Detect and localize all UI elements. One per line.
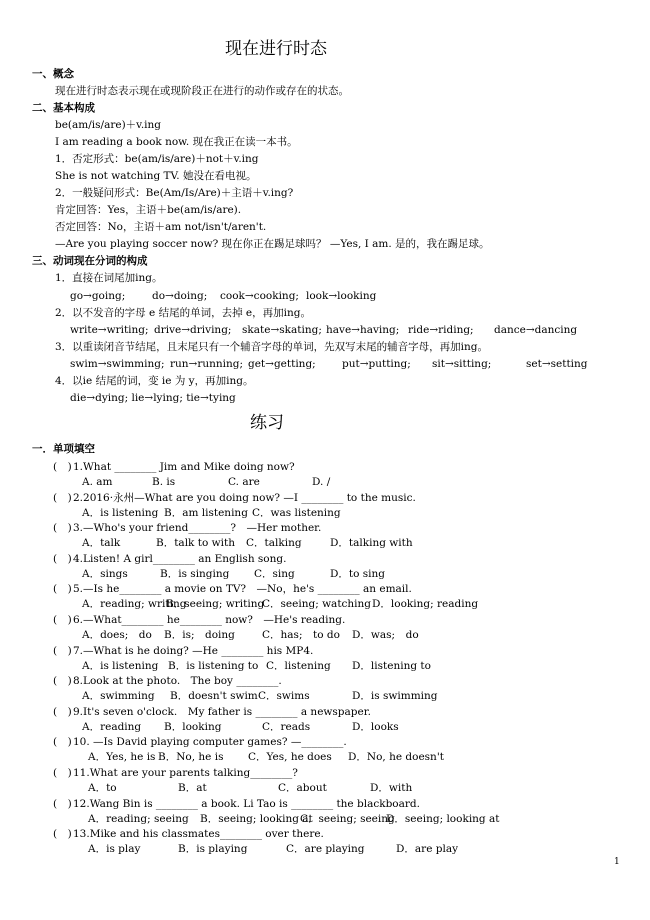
- question-stem: 5.—Is he________ a movie on TV? —No，he's ________ an email.: [73, 583, 412, 595]
- option: C．talking: [246, 537, 302, 549]
- option: A．reading; writing: [82, 598, 187, 610]
- option: A．sings: [82, 568, 128, 580]
- structure-line: 肯定回答：Yes，主语＋be(am/is/are).: [55, 204, 242, 216]
- option: B．No, he is: [158, 751, 224, 763]
- example: ride→riding;: [408, 324, 474, 336]
- answer-blank: ( ): [53, 645, 72, 657]
- answer-blank: ( ): [53, 828, 72, 840]
- example: look→looking: [306, 290, 377, 302]
- question-stem: 6.—What________ he________ now? —He's reading.: [73, 614, 346, 626]
- structure-line: I am reading a book now. 现在我正在读一本书。: [55, 136, 298, 148]
- structure-line: 1．否定形式：be(am/is/are)＋not＋v.ing: [55, 153, 259, 165]
- option: D．was; do: [352, 629, 419, 641]
- option: D．talking with: [330, 537, 413, 549]
- answer-blank: ( ): [53, 583, 72, 595]
- option: D. /: [312, 476, 331, 488]
- option: A．reading: [82, 721, 142, 733]
- page-title: 现在进行时态: [225, 39, 327, 59]
- option: C．sing: [254, 568, 295, 580]
- example: dance→dancing: [494, 324, 578, 336]
- question-stem: 7.—What is he doing? —He ________ his MP4.: [73, 645, 314, 657]
- answer-blank: ( ): [53, 767, 72, 779]
- structure-line: 否定回答：No，主语＋am not/isn't/aren't.: [55, 221, 267, 233]
- answer-blank: ( ): [53, 461, 72, 473]
- option: A．is play: [88, 843, 141, 855]
- option: A．is listening: [82, 660, 159, 672]
- example: set→setting: [526, 358, 588, 370]
- example: have→having;: [326, 324, 400, 336]
- answer-blank: ( ): [53, 736, 72, 748]
- rule-2: 2．以不发音的字母 e 结尾的单词，去掉 e，再加ing。: [55, 307, 311, 319]
- option: C. are: [228, 476, 260, 488]
- question-stem: 11.What are your parents talking________?: [73, 767, 298, 779]
- question-stem: 9.It's seven o'clock. My father is ________ a newspaper.: [73, 706, 371, 718]
- structure-line: be(am/is/are)＋v.ing: [55, 119, 162, 131]
- option: B．at: [178, 782, 207, 794]
- option: D．looks: [352, 721, 399, 733]
- option: D．listening to: [352, 660, 431, 672]
- question-stem: 8.Look at the photo. The boy ________.: [73, 675, 282, 687]
- question-stem: 3.—Who's your friend________? —Her mother.: [73, 522, 322, 534]
- option: C．swims: [258, 690, 310, 702]
- option: B．seeing; writing: [166, 598, 265, 610]
- practice-title: 练习: [250, 413, 284, 433]
- option: A．is listening: [82, 507, 159, 519]
- question-stem: 12.Wang Bin is ________ a book. Li Tao is ________ the blackboard.: [73, 798, 420, 810]
- option: A．swimming: [82, 690, 155, 702]
- page-number: 1: [614, 857, 620, 867]
- example: skate→skating;: [242, 324, 322, 336]
- option: D．with: [370, 782, 413, 794]
- example: swim→swimming;: [70, 358, 165, 370]
- example: do→doing;: [152, 290, 208, 302]
- answer-blank: ( ): [53, 675, 72, 687]
- question-stem: 10. —Is David playing computer games? —________.: [73, 736, 347, 748]
- example: go→going;: [70, 290, 126, 302]
- option: A．reading; seeing: [88, 813, 189, 825]
- option: B．is playing: [178, 843, 248, 855]
- answer-blank: ( ): [53, 492, 72, 504]
- example: put→putting;: [342, 358, 411, 370]
- option: A．does; do: [82, 629, 152, 641]
- option: A．Yes, he is: [88, 751, 156, 763]
- option: B．am listening: [164, 507, 248, 519]
- option: D．seeing; looking at: [386, 813, 500, 825]
- option: C．seeing; watching: [262, 598, 372, 610]
- option: D．No, he doesn't: [348, 751, 444, 763]
- example: sit→sitting;: [432, 358, 492, 370]
- example: write→writing;: [70, 324, 149, 336]
- option: B．is listening to: [168, 660, 259, 672]
- option: B．doesn't swim: [170, 690, 258, 702]
- option: C．was listening: [252, 507, 341, 519]
- concept-text: 现在进行时态表示现在或现阶段正在进行的动作或存在的状态。: [55, 85, 349, 97]
- option: D．to sing: [330, 568, 386, 580]
- example: drive→driving;: [154, 324, 232, 336]
- option: B．is; doing: [164, 629, 235, 641]
- question-stem: 1.What ________ Jim and Mike doing now?: [73, 461, 295, 473]
- structure-line: She is not watching TV. 她没在看电视。: [55, 170, 257, 182]
- option: B. is: [152, 476, 176, 488]
- section-heading-structure: 二、基本构成: [32, 102, 95, 114]
- option: C．seeing; seeing: [300, 813, 395, 825]
- option: B．talk to with: [156, 537, 235, 549]
- rule-3: 3．以重读闭音节结尾，且末尾只有一个辅音字母的单词，先双写末尾的辅音字母，再加ing。: [55, 341, 489, 353]
- section-heading-participle: 三、动词现在分词的构成: [32, 255, 148, 267]
- option: B．looking: [164, 721, 222, 733]
- answer-blank: ( ): [53, 798, 72, 810]
- option: D．is swimming: [352, 690, 438, 702]
- question-stem: 13.Mike and his classmates________ over there.: [73, 828, 324, 840]
- option: C．Yes, he does: [248, 751, 332, 763]
- answer-blank: ( ): [53, 553, 72, 565]
- question-stem: 4.Listen! A girl________ an English song.: [73, 553, 287, 565]
- option: A．talk: [82, 537, 121, 549]
- example: get→getting;: [248, 358, 316, 370]
- option: D．are play: [396, 843, 459, 855]
- option: D．looking; reading: [372, 598, 479, 610]
- option: B．seeing; looking at: [200, 813, 313, 825]
- answer-blank: ( ): [53, 522, 72, 534]
- exercise-heading: 一．单项填空: [32, 443, 95, 455]
- option: A. am: [82, 476, 113, 488]
- question-stem: 2.2016·永州—What are you doing now? —I ________ to the music.: [73, 492, 416, 504]
- structure-line: 2．一般疑问形式：Be(Am/Is/Are)＋主语＋v.ing?: [55, 187, 294, 199]
- option: A．to: [88, 782, 117, 794]
- option: C．reads: [262, 721, 311, 733]
- rule-1: 1．直接在词尾加ing。: [55, 272, 163, 284]
- example: cook→cooking;: [220, 290, 299, 302]
- example: run→running;: [170, 358, 244, 370]
- structure-line: —Are you playing soccer now? 现在你正在踢足球吗？ —Yes, I am. 是的，我在踢足球。: [55, 238, 490, 250]
- option: C．about: [278, 782, 327, 794]
- option: C．listening: [266, 660, 331, 672]
- rule-4-examples: die→dying; lie→lying; tie→tying: [70, 392, 236, 404]
- option: C．are playing: [286, 843, 365, 855]
- rule-3-examples: [70, 357, 630, 455]
- option: C．has; to do: [262, 629, 340, 641]
- section-heading-concept: 一、概念: [32, 68, 74, 80]
- answer-blank: ( ): [53, 706, 72, 718]
- rule-4: 4．以ie 结尾的词，变 ie 为 y，再加ing。: [55, 375, 254, 387]
- answer-blank: ( ): [53, 614, 72, 626]
- option: B．is singing: [160, 568, 230, 580]
